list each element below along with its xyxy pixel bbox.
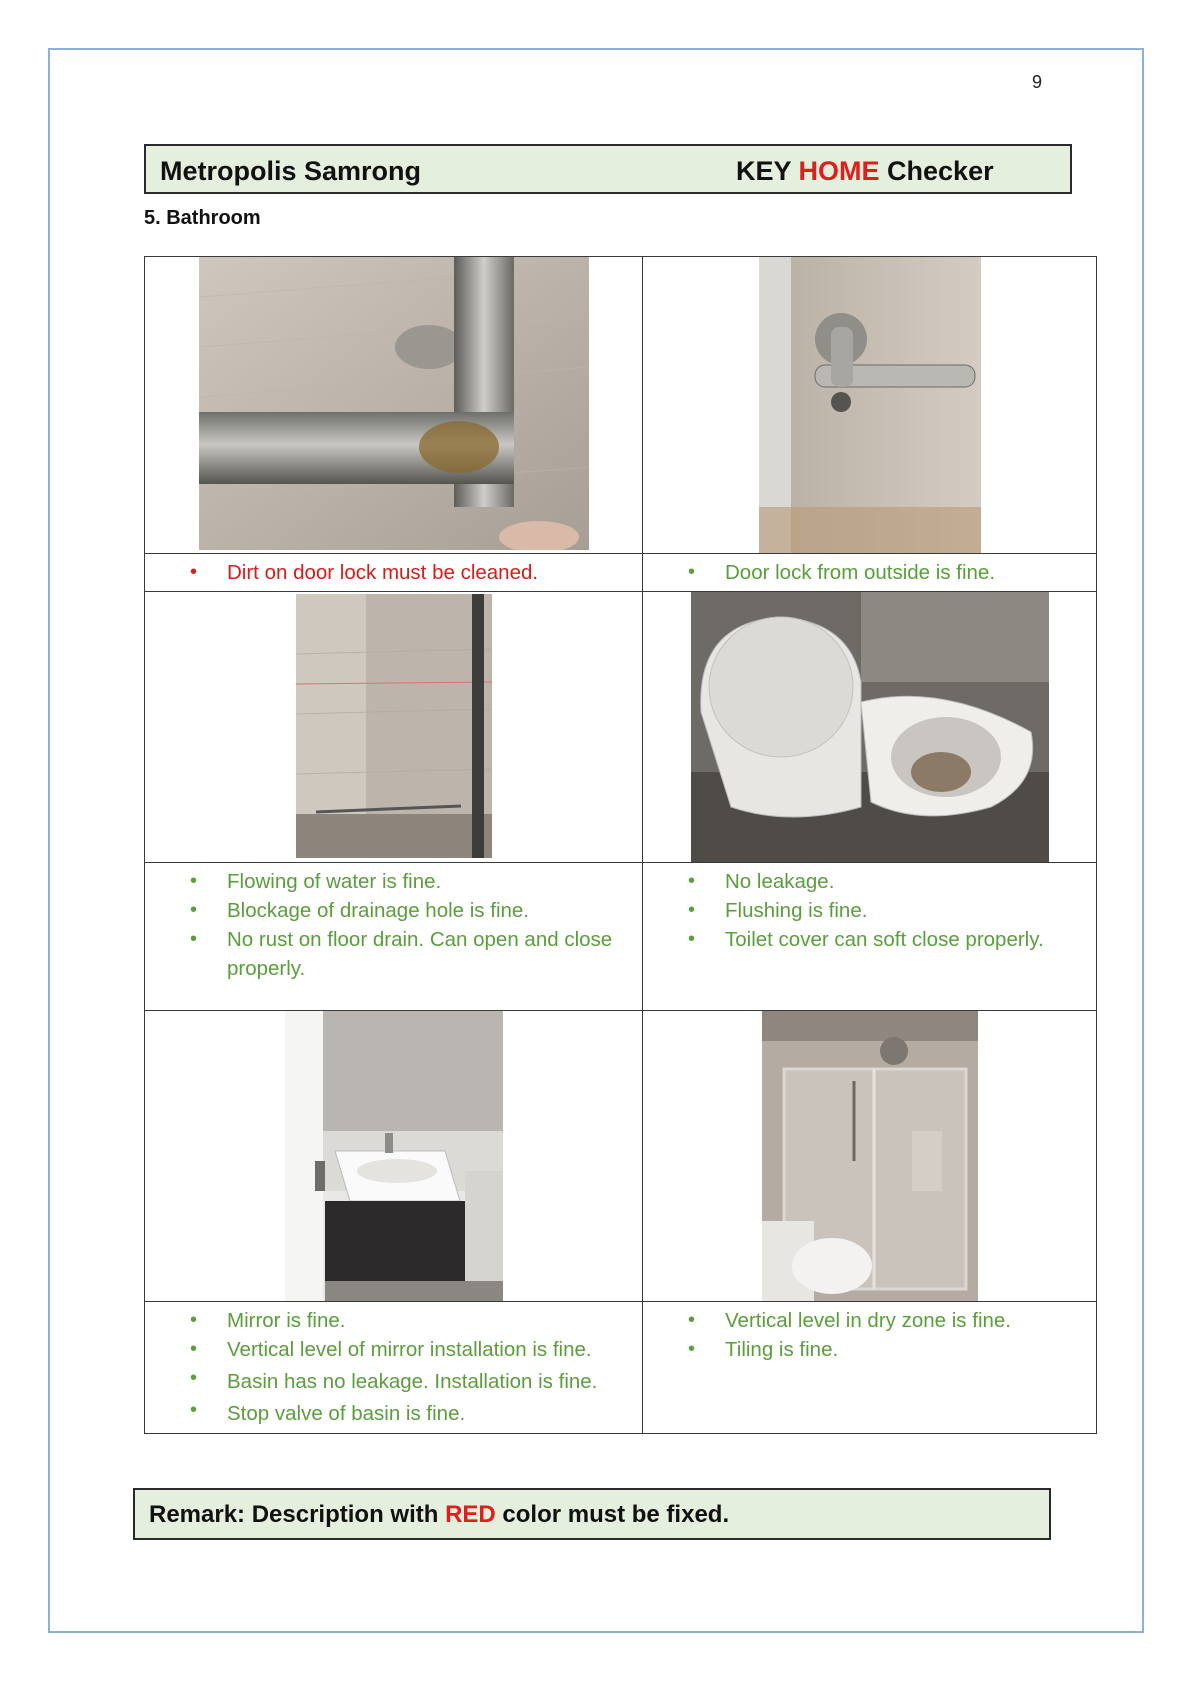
project-name: Metropolis Samrong — [160, 156, 422, 186]
brand-suffix: Checker — [879, 156, 994, 186]
notes-list — [643, 1302, 1096, 1368]
notes-cell — [643, 863, 1097, 1011]
notes-cell — [145, 863, 643, 1011]
photo-cell — [145, 257, 643, 554]
remark-highlight: RED — [445, 1501, 496, 1528]
photo-shower-glass-door — [762, 1011, 978, 1301]
notes-row — [145, 554, 1097, 592]
note-item: • Flushing is fine. — [643, 896, 1096, 925]
note-item: • No leakage. — [643, 867, 1096, 896]
note-item: • Basin has no leakage. Installation is fine. — [145, 1364, 642, 1396]
notes-cell — [145, 554, 643, 592]
photo-row — [145, 592, 1097, 863]
note-item: • Vertical level in dry zone is fine. — [643, 1306, 1096, 1335]
note-item: • Blockage of drainage hole is fine. — [145, 896, 642, 925]
notes-list — [145, 863, 642, 987]
note-item: • No rust on floor drain. Can open and close properly. — [145, 925, 642, 983]
note-item: • Stop valve of basin is fine. — [145, 1396, 642, 1428]
remark-suffix: color must be fixed. — [495, 1501, 730, 1528]
brand-prefix: KEY — [736, 156, 799, 186]
section-title: 5. Bathroom — [144, 207, 261, 229]
page-number: 9 — [1032, 72, 1043, 92]
notes-cell — [145, 1302, 643, 1434]
photo-cell — [145, 1011, 643, 1302]
note-item: • Tiling is fine. — [643, 1335, 1096, 1364]
photo-row — [145, 1011, 1097, 1302]
brand-highlight: HOME — [798, 156, 880, 186]
photo-cell — [643, 257, 1097, 554]
notes-list — [643, 863, 1096, 958]
brand-title — [736, 156, 994, 187]
notes-cell — [643, 554, 1097, 592]
report-header — [144, 144, 1072, 194]
photo-door-lock-outside — [759, 257, 981, 553]
note-item: • Toilet cover can soft close properly. — [643, 925, 1096, 954]
photo-door-handle-closeup — [199, 257, 589, 550]
note-item: • Dirt on door lock must be cleaned. — [145, 558, 642, 587]
photo-row — [145, 257, 1097, 554]
note-item: • Door lock from outside is fine. — [643, 558, 1096, 587]
photo-toilet — [691, 592, 1049, 862]
notes-row — [145, 1302, 1097, 1434]
notes-row — [145, 863, 1097, 1011]
notes-list — [145, 554, 642, 591]
remark-box — [133, 1488, 1051, 1540]
photo-shower-wall-drain — [296, 594, 492, 858]
note-item: • Mirror is fine. — [145, 1306, 642, 1335]
note-item: • Flowing of water is fine. — [145, 867, 642, 896]
photo-cell — [643, 1011, 1097, 1302]
photo-cell — [643, 592, 1097, 863]
notes-list — [643, 554, 1096, 591]
notes-cell — [643, 1302, 1097, 1434]
inspection-table — [144, 256, 1097, 1434]
notes-list — [145, 1302, 642, 1432]
photo-basin-mirror — [285, 1011, 503, 1301]
remark-prefix: Remark: Description with — [149, 1501, 446, 1528]
photo-cell — [145, 592, 643, 863]
note-item: • Vertical level of mirror installation is fine. — [145, 1335, 642, 1364]
